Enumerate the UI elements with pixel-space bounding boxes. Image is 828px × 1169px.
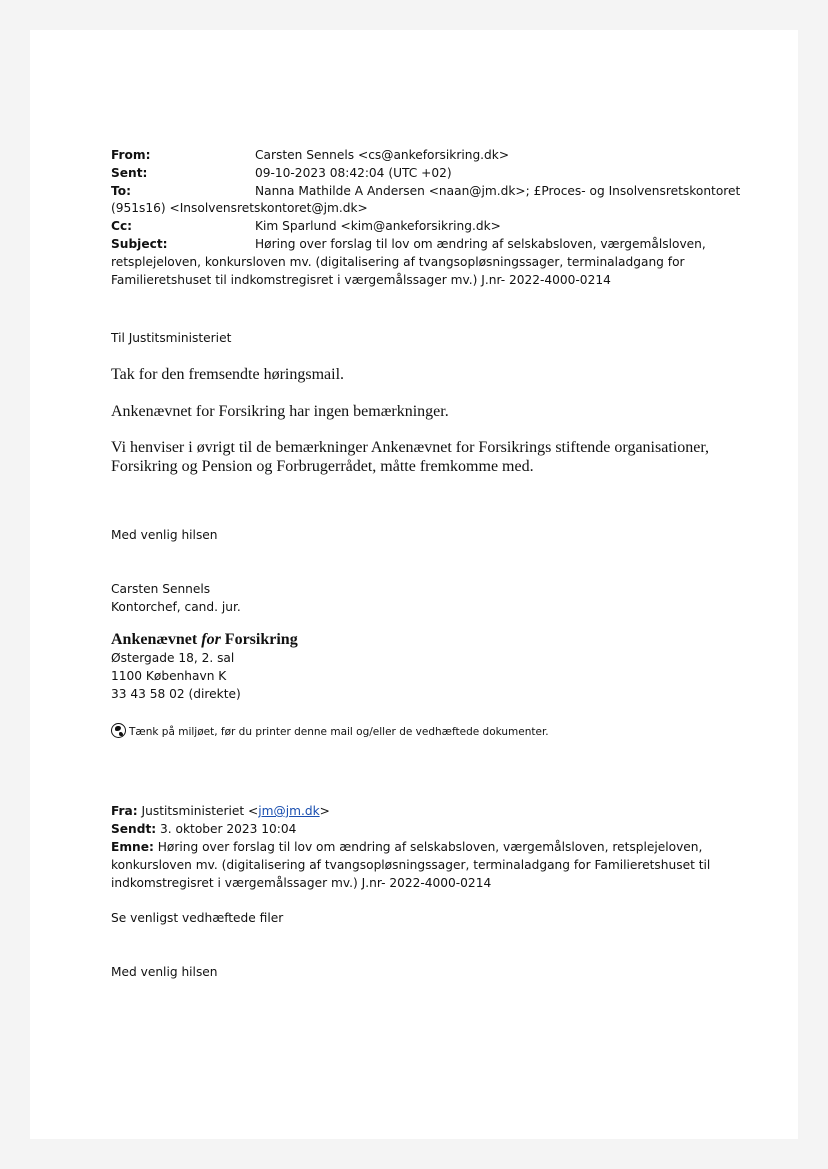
closing: Med venlig hilsen xyxy=(111,528,218,542)
subject-value-line3: Familieretshuset til indkomstregisret i værgemålssager mv.) J.nr- 2022-4000-0214 xyxy=(111,273,611,287)
sendt-value: 3. oktober 2023 10:04 xyxy=(160,822,297,836)
body-paragraph-3-line2: Forsikring og Pension og Forbrugerrådet, måtte fremkomme med. xyxy=(111,458,534,475)
phone-number: 33 43 58 02 (direkte) xyxy=(111,687,241,701)
brand-part2: for xyxy=(201,631,221,648)
sendt-label: Sendt: xyxy=(111,822,157,836)
from-value: Carsten Sennels <cs@ankeforsikring.dk> xyxy=(255,148,510,162)
to-label: To: xyxy=(111,184,131,198)
forwarded-subject-line2: konkursloven mv. (digitalisering af tvangsopløsningssager, terminaladgang for Familieretshuset til xyxy=(111,858,711,872)
body-paragraph-3-line1: Vi henviser i øvrigt til de bemærkninger Ankenævnet for Forsikrings stiftende organisationer, xyxy=(111,439,709,456)
sent-value: 09-10-2023 08:42:04 (UTC +02) xyxy=(255,166,452,180)
forwarded-body: Se venligst vedhæftede filer xyxy=(111,911,284,925)
forwarded-sent xyxy=(111,821,296,838)
globe-icon xyxy=(111,723,126,738)
company-logo xyxy=(111,631,298,649)
cc-value: Kim Sparlund <kim@ankeforsikring.dk> xyxy=(255,219,501,233)
forwarded-closing: Med venlig hilsen xyxy=(111,965,218,979)
to-value: Nanna Mathilde A Andersen <naan@jm.dk>; £Proces- og Insolvensretskontoret xyxy=(255,184,741,198)
signature-name: Carsten Sennels xyxy=(111,582,211,596)
fra-email-link[interactable]: jm@jm.dk xyxy=(258,804,320,818)
subject-value-line2: retsplejeloven, konkursloven mv. (digitalisering af tvangsopløsningssager, terminaladgang for xyxy=(111,255,685,269)
forwarded-subject xyxy=(111,839,702,856)
cc-label: Cc: xyxy=(111,219,133,233)
sent-label: Sent: xyxy=(111,166,148,180)
fra-value-suffix: > xyxy=(319,804,330,818)
address-line-2: 1100 København K xyxy=(111,669,227,683)
address-line-1: Østergade 18, 2. sal xyxy=(111,651,235,665)
salutation: Til Justitsministeriet xyxy=(111,331,232,345)
to-value-continued: (951s16) <Insolvensretskontoret@jm.dk> xyxy=(111,201,368,215)
brand-part1: Ankenævnet xyxy=(111,631,198,648)
fra-value-prefix: Justitsministeriet < xyxy=(141,804,259,818)
subject-value: Høring over forslag til lov om ændring af selskabsloven, værgemålsloven, xyxy=(255,237,706,251)
forwarded-from xyxy=(111,803,330,820)
forwarded-subject-line3: indkomstregisret i værgemålssager mv.) J.nr- 2022-4000-0214 xyxy=(111,876,492,890)
subject-label: Subject: xyxy=(111,237,168,251)
brand-part3: Forsikring xyxy=(224,631,298,648)
body-paragraph-2: Ankenævnet for Forsikring har ingen bemærkninger. xyxy=(111,403,449,420)
environment-note-text: Tænk på miljøet, før du printer denne mail og/eller de vedhæftede dokumenter. xyxy=(129,726,549,738)
emne-value: Høring over forslag til lov om ændring af selskabsloven, værgemålsloven, retsplejeloven, xyxy=(157,840,703,854)
body-paragraph-1: Tak for den fremsendte høringsmail. xyxy=(111,366,345,383)
from-label: From: xyxy=(111,148,151,162)
signature-title: Kontorchef, cand. jur. xyxy=(111,600,241,614)
fra-label: Fra: xyxy=(111,804,138,818)
environment-note xyxy=(111,723,549,741)
emne-label: Emne: xyxy=(111,840,154,854)
